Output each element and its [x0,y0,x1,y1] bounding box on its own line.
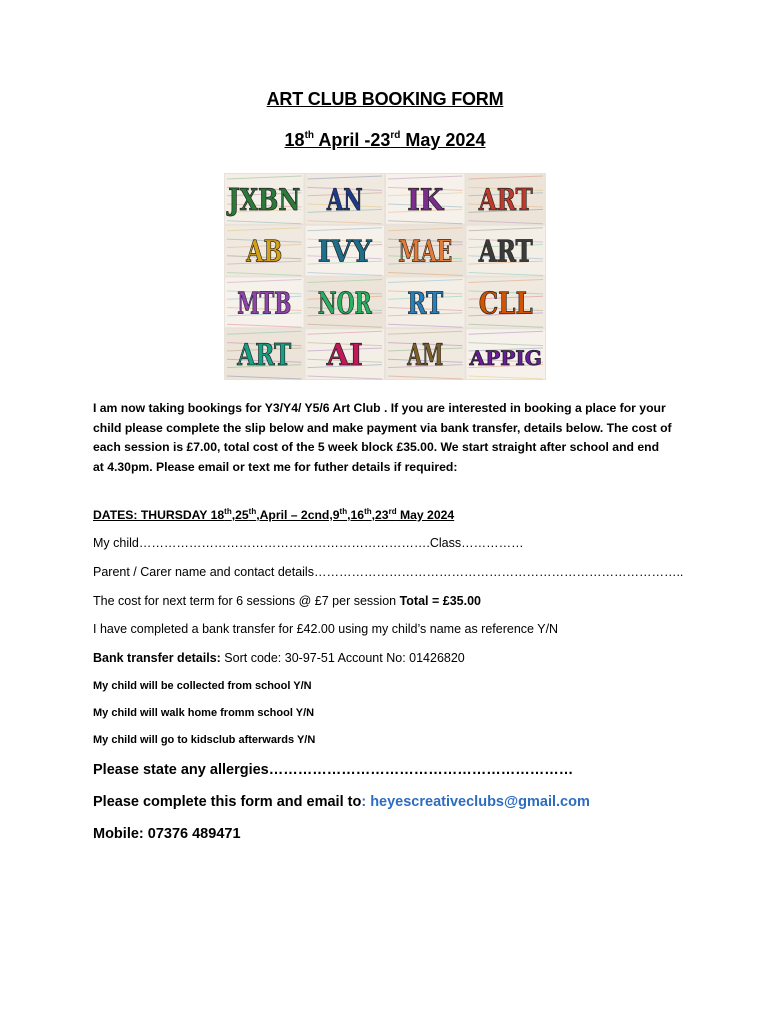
collected-option[interactable]: My child will be collected from school Y/N [93,680,312,692]
art-tile-lettering: ART [477,234,534,270]
session-dates [93,507,454,522]
mobile-number: Mobile: 07376 489471 [93,826,241,842]
cost-total: Total = £35.00 [399,594,481,608]
bank-details-label: Bank transfer details: [93,651,221,665]
bank-details [93,651,465,665]
email-link[interactable]: heyescreativeclubs@gmail.com [370,794,590,810]
art-tile-lettering: MAE [398,234,453,270]
art-tile-lettering: IVY [317,234,373,270]
artwork-collage-svg [224,173,546,380]
art-tile-lettering: NOR [317,286,373,322]
art-tile-lettering: MTB [237,286,292,322]
start-day-suffix: th [304,130,315,141]
art-tile-lettering: ART [236,338,292,374]
intro-paragraph: I am now taking bookings for Y3/Y4/ Y5/6 Art Club . If you are interested in booking a place for your child please complete the slip below and make payment via bank transfer, details below. The cost of each session is £7.00, total cost of the 5 week block £35.00. We start straight after school and end at 4.30pm. Please email or text me for futher details if required: [93,401,672,474]
art-tile-lettering: AI [325,338,363,374]
bank-transfer-confirmation[interactable]: I have completed a bank transfer for £42.00 using my child’s name as reference Y/N [93,622,559,636]
email-instruction: Please complete this form and email to: heyescreativeclubs@gmail.com [93,794,590,810]
kidsclub-option[interactable]: My child will go to kidsclub afterwards Y/N [93,734,316,746]
art-tile-lettering: ART [477,182,534,218]
page-title: ART CLUB BOOKING FORM [266,89,504,109]
start-day: 18 [284,130,305,150]
dates-text: DATES: THURSDAY 18th,25th,April – 2cnd,9th,16th,23rd May 2024 [93,507,455,522]
art-tile-lettering: APPIG [468,346,542,371]
art-tile-lettering: JXBN [225,182,301,218]
art-tile-lettering: AN [326,182,363,218]
end-day-suffix: rd [390,130,401,141]
email-instruction-label: Please complete this form and email to [93,794,362,810]
cost-text: The cost for next term for 6 sessions @ £7 per session [93,594,400,608]
child-class-field[interactable]: My child…………………………………………………………….Class…………… [93,536,524,550]
art-tile-lettering: AM [406,338,444,374]
end-month-year: May 2024 [400,130,486,150]
walk-home-option[interactable]: My child will walk home fromm school Y/N [93,707,315,719]
bank-details-value: Sort code: 30-97-51 Account No: 01426820 [220,651,465,665]
art-tile-lettering: AB [245,234,283,270]
art-tile-lettering: RT [407,286,444,322]
start-month-and-end-day: April -23 [314,130,391,150]
date-range-heading [0,130,770,151]
art-tile-lettering: IK [407,182,445,218]
artwork-collage-image [224,173,546,380]
allergies-field[interactable]: Please state any allergies……………………………………………………… [93,762,574,778]
art-tile-lettering: CLL [478,286,533,322]
parent-contact-field[interactable]: Parent / Carer name and contact details…………………………………………………………………………….. [93,565,684,579]
cost-statement [93,594,481,608]
